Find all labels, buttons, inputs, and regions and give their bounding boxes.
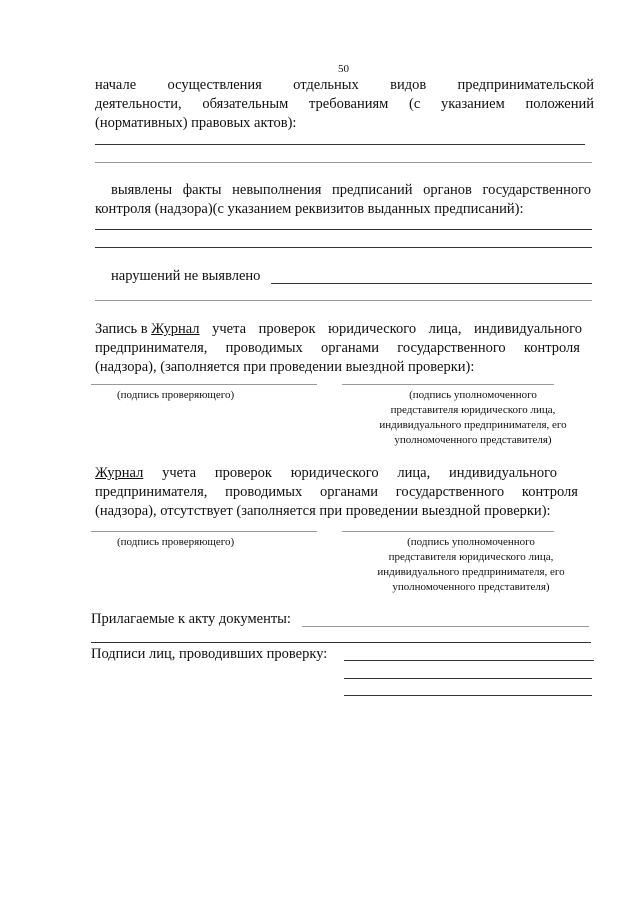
journal-absent-word: индивидуального: [449, 465, 557, 481]
intro-word: (с: [409, 96, 421, 112]
intro-line-3: (нормативных) правовых актов):: [95, 115, 297, 131]
inspector-signature-line[interactable]: [91, 531, 317, 532]
fill-line[interactable]: [95, 144, 585, 145]
orders-word: факты: [182, 182, 222, 198]
orders-line-2: контроля (надзора)(с указанием реквизитов выданных предписаний):: [95, 201, 524, 217]
representative-signature-line[interactable]: [342, 531, 554, 532]
journal-entry-line-2: [95, 339, 580, 358]
orders-word: выявлены: [111, 182, 173, 198]
journal-word: Журнал: [95, 465, 144, 481]
caption-line: (подпись уполномоченного: [407, 536, 535, 548]
caption-line: уполномоченного представителя): [394, 434, 552, 446]
representative-signature-line[interactable]: [342, 384, 554, 385]
intro-word: начале: [95, 77, 137, 93]
journal-absent-word: проводимых: [225, 484, 303, 500]
caption-line: (подпись уполномоченного: [409, 389, 537, 401]
journal-entry-word: предпринимателя,: [95, 340, 208, 356]
journal-entry-word: государственного: [397, 340, 506, 356]
fill-line[interactable]: [95, 229, 592, 230]
attached-documents-line[interactable]: [302, 626, 589, 627]
journal-entry-word: проверок: [258, 321, 316, 337]
intro-word: деятельности,: [95, 96, 182, 112]
inspector-signature-line[interactable]: [91, 384, 317, 385]
journal-word: Журнал: [151, 321, 200, 337]
inspector-signature-caption: (подпись проверяющего): [117, 536, 235, 548]
journal-entry-line-1: [95, 320, 582, 339]
signature-line[interactable]: [344, 695, 592, 696]
journal-absent-word: контроля: [521, 484, 578, 500]
orders-word: предписаний: [332, 182, 413, 198]
journal-entry-word: проводимых: [225, 340, 303, 356]
representative-signature-caption: [338, 388, 608, 448]
intro-line-1: [95, 76, 594, 95]
caption-line: индивидуального предпринимателя, его: [379, 419, 567, 431]
fill-line[interactable]: [91, 642, 591, 643]
journal-entry-word: лица,: [428, 321, 462, 337]
orders-line-1: [111, 181, 591, 200]
journal-entry-word: контроля: [523, 340, 580, 356]
caption-line: индивидуального предпринимателя, его: [377, 566, 565, 578]
no-violations-line[interactable]: [271, 283, 592, 284]
intro-word: обязательным: [202, 96, 289, 112]
inspector-signature-caption: (подпись проверяющего): [117, 389, 235, 401]
intro-word: отдельных: [293, 77, 359, 93]
orders-word: органов: [423, 182, 472, 198]
journal-entry-word: юридического: [328, 321, 417, 337]
journal-absent-line-3: (надзора), отсутствует (заполняется при проведении выездной проверки):: [95, 503, 551, 519]
orders-word: невыполнения: [232, 182, 322, 198]
journal-absent-word: юридического: [290, 465, 379, 481]
journal-absent-word: лица,: [397, 465, 431, 481]
intro-line-2: [95, 95, 594, 114]
fill-line[interactable]: [95, 247, 592, 248]
journal-absent-word: проверок: [214, 465, 272, 481]
signatures-label: Подписи лиц, проводивших проверку:: [91, 646, 328, 662]
journal-entry-line-3: (надзора), (заполняется при проведении выездной проверки):: [95, 359, 475, 375]
representative-signature-caption: [336, 535, 606, 595]
journal-entry-word: органами: [321, 340, 380, 356]
no-violations-label: нарушений не выявлено: [111, 268, 261, 284]
intro-word: положений: [525, 96, 594, 112]
orders-word: государственного: [482, 182, 591, 198]
journal-entry-word: учета: [212, 321, 247, 337]
signature-line[interactable]: [344, 660, 594, 661]
journal-absent-line-2: [95, 483, 578, 502]
intro-word: указанием: [440, 96, 505, 112]
caption-line: представителя юридического лица,: [390, 404, 556, 416]
intro-word: предпринимательской: [457, 77, 594, 93]
journal-absent-word: государственного: [395, 484, 505, 500]
journal-absent-word: учета: [162, 465, 197, 481]
page-number: 50: [338, 63, 349, 75]
intro-word: осуществления: [167, 77, 262, 93]
caption-line: уполномоченного представителя): [392, 581, 550, 593]
signature-line[interactable]: [344, 678, 592, 679]
caption-line: представителя юридического лица,: [388, 551, 554, 563]
journal-absent-word: органами: [320, 484, 379, 500]
intro-word: требованиям: [309, 96, 389, 112]
journal-absent-line-1: [95, 464, 557, 483]
fill-line[interactable]: [95, 162, 592, 163]
intro-word: видов: [390, 77, 427, 93]
attached-documents-label: Прилагаемые к акту документы:: [91, 611, 291, 627]
journal-absent-word: предпринимателя,: [95, 484, 208, 500]
journal-entry-prefix: Запись в: [95, 321, 148, 337]
journal-entry-word: индивидуального: [474, 321, 582, 337]
fill-line[interactable]: [95, 300, 592, 301]
